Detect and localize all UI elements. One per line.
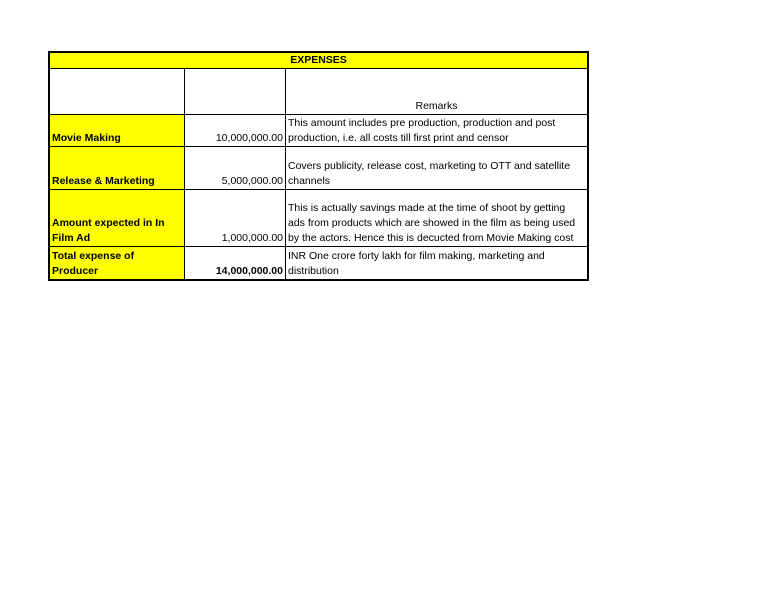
total-row — [50, 247, 588, 280]
table-title[interactable]: EXPENSES — [50, 53, 588, 69]
title-row — [50, 53, 588, 69]
table-row — [50, 115, 588, 147]
row-amount[interactable]: 5,000,000.00 — [185, 147, 286, 190]
total-amount[interactable]: 14,000,000.00 — [185, 247, 286, 280]
header-row — [50, 69, 588, 115]
total-label[interactable]: Total expense of Producer — [50, 247, 185, 280]
remarks-header[interactable]: Remarks — [286, 69, 588, 115]
empty-header-cell[interactable] — [185, 69, 286, 115]
row-label[interactable]: Movie Making — [50, 115, 185, 147]
expenses-table — [49, 52, 588, 280]
total-remark[interactable]: INR One crore forty lakh for film making, marketing and distribution — [286, 247, 588, 280]
row-remark[interactable]: This amount includes pre production, production and post production, i.e. all costs till first print and censor — [286, 115, 588, 147]
row-remark[interactable]: This is actually savings made at the time of shoot by getting ads from products which are showed in the film as being used by the actors. Hence this is decucted from Movie Making cost — [286, 190, 588, 247]
table-row — [50, 190, 588, 247]
row-remark[interactable]: Covers publicity, release cost, marketing to OTT and satellite channels — [286, 147, 588, 190]
row-amount[interactable]: 1,000,000.00 — [185, 190, 286, 247]
empty-header-cell[interactable] — [50, 69, 185, 115]
row-label[interactable]: Amount expected in In Film Ad — [50, 190, 185, 247]
row-label[interactable]: Release & Marketing — [50, 147, 185, 190]
table-row — [50, 147, 588, 190]
row-amount[interactable]: 10,000,000.00 — [185, 115, 286, 147]
